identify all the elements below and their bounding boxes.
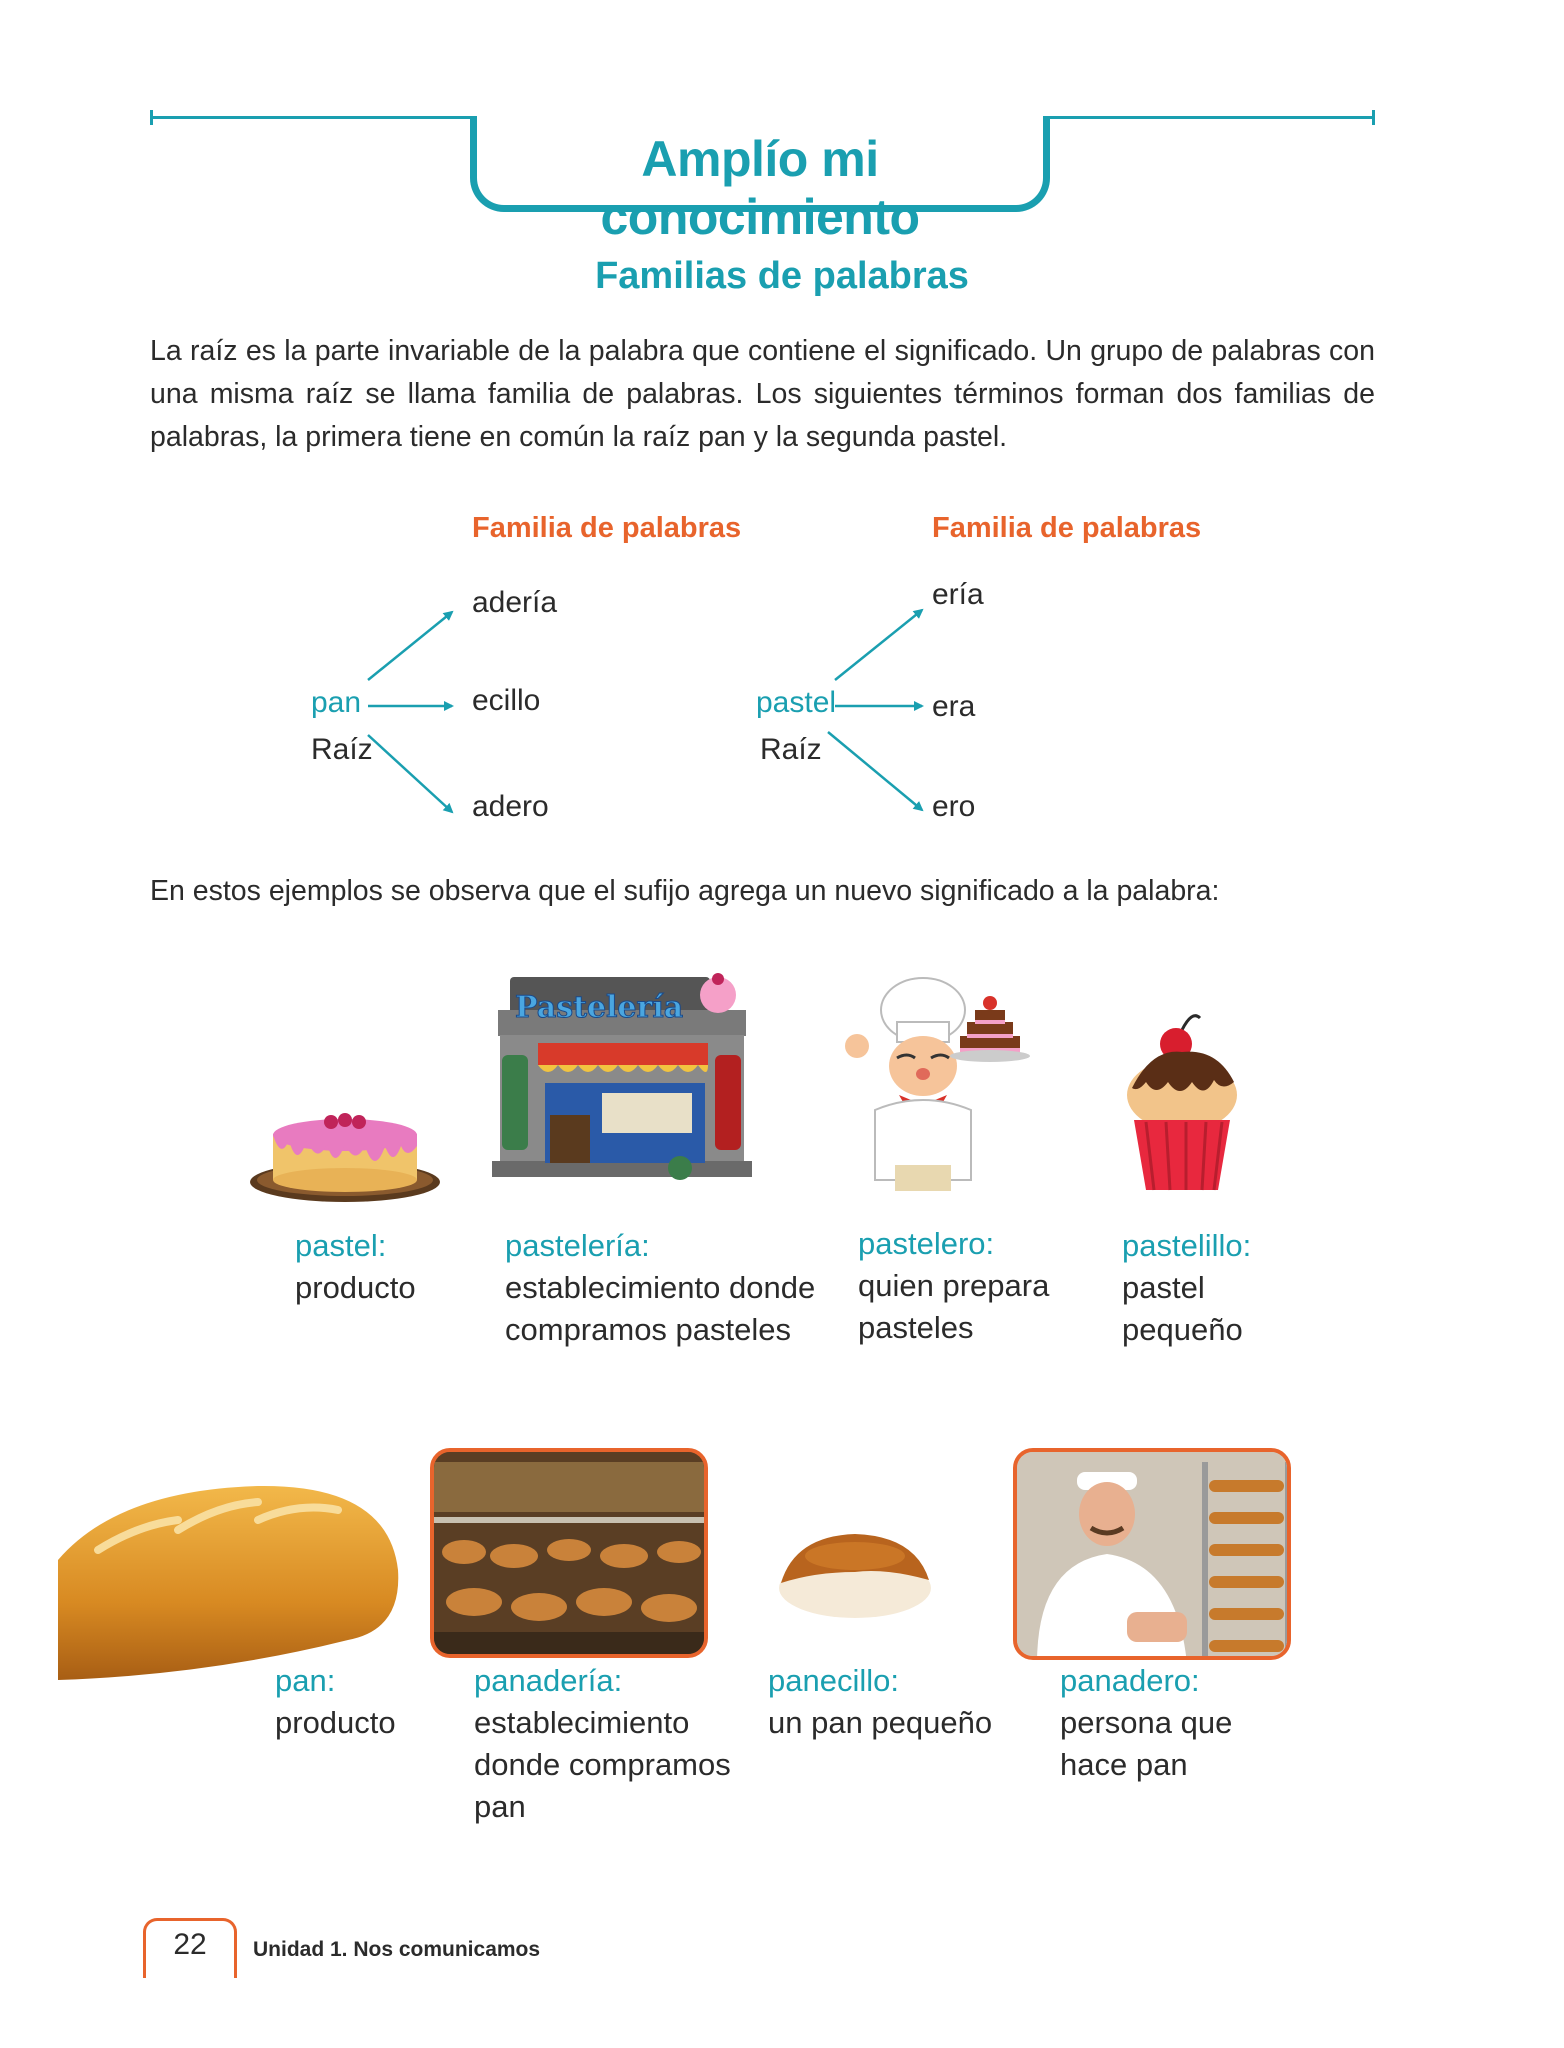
pasteleria-entry [505,1225,815,1351]
suffix-adero: adero [472,790,549,823]
panadero-photo [1013,1448,1291,1660]
pastelillo-cupcake-image [1112,1010,1252,1210]
section-title: Familias de palabras [595,255,969,297]
sufijo-sentence: En estos ejemplos se observa que el sufijo agrega un nuevo significado a la palabra: [150,875,1220,907]
panaderia-term: panadería: [474,1663,623,1698]
pastelillo-entry [1122,1225,1251,1351]
root-pastel: pastel [756,686,837,719]
pasteleria-term: pastelería: [505,1228,650,1263]
panaderia-def-line: donde compramos [474,1747,731,1782]
arrow-pastel-up [835,610,922,680]
suffix-eria: ería [932,578,984,611]
pasteleria-shop-image [490,965,755,1185]
pastel-def-line: producto [295,1270,416,1305]
pasteleria-sign: Pastelería [515,990,684,1025]
pastelillo-term: pastelillo: [1122,1228,1252,1263]
panecillo-term: panecillo: [768,1663,899,1698]
panadero-term: panadero: [1060,1663,1200,1698]
pastelero-def-line: pasteles [858,1310,974,1345]
panadero-def-line: persona que [1060,1705,1233,1740]
pastelero-def-line: quien prepara [858,1268,1050,1303]
suffix-era: era [932,690,976,723]
pan-entry [275,1660,396,1744]
family-arrows [0,0,1564,860]
panaderia-photo [430,1448,708,1658]
pastel-term: pastel: [295,1228,387,1263]
pastelillo-def-line: pequeño [1122,1312,1243,1347]
family-title-pan: Familia de palabras [472,512,742,544]
intro-paragraph: La raíz es la parte invariable de la palabra que contiene el significado. Un grupo de palabras con una misma raíz se llama familia de palabras. Los siguientes términos forman dos familias de palabras, la primera tiene en común la raíz pan y la segunda pastel. [150,335,1375,453]
pastelero-chef-image [835,970,1055,1215]
pasteleria-def-line: establecimiento donde [505,1270,816,1305]
arrow-pastel-down [828,732,922,810]
bread-loaf-image [58,1480,403,1690]
pastelero-entry [858,1223,1049,1349]
pan-term: pan: [275,1663,336,1698]
page-number: 22 [173,1928,207,1961]
panaderia-def-line: pan [474,1789,526,1824]
pan-def-line: producto [275,1705,396,1740]
family-title-pastel: Familia de palabras [932,512,1202,544]
root-label-pastel: Raíz [760,733,822,766]
panecillo-roll-image [775,1528,935,1623]
arrow-pan-up [368,612,452,680]
pastelero-term: pastelero: [858,1226,995,1261]
pastel-entry [295,1225,416,1309]
cake-image [245,1100,445,1210]
unit-label: Unidad 1. Nos comunicamos [253,1938,541,1961]
page-title: Amplío mi conocimiento [600,131,920,245]
root-label-pan: Raíz [311,733,373,766]
pasteleria-def-line: compramos pasteles [505,1312,792,1347]
panecillo-entry [768,1660,992,1744]
panadero-def-line: hace pan [1060,1747,1188,1782]
panadero-entry [1060,1660,1232,1786]
arrow-pan-down [368,735,452,812]
root-pan: pan [311,686,362,719]
suffix-aderia: adería [472,586,558,619]
suffix-ero: ero [932,790,976,823]
panaderia-entry [474,1660,731,1828]
panecillo-def-line: un pan pequeño [768,1705,993,1740]
panaderia-def-line: establecimiento [474,1705,690,1740]
pastelillo-def-line: pastel [1122,1270,1205,1305]
suffix-ecillo: ecillo [472,684,541,717]
